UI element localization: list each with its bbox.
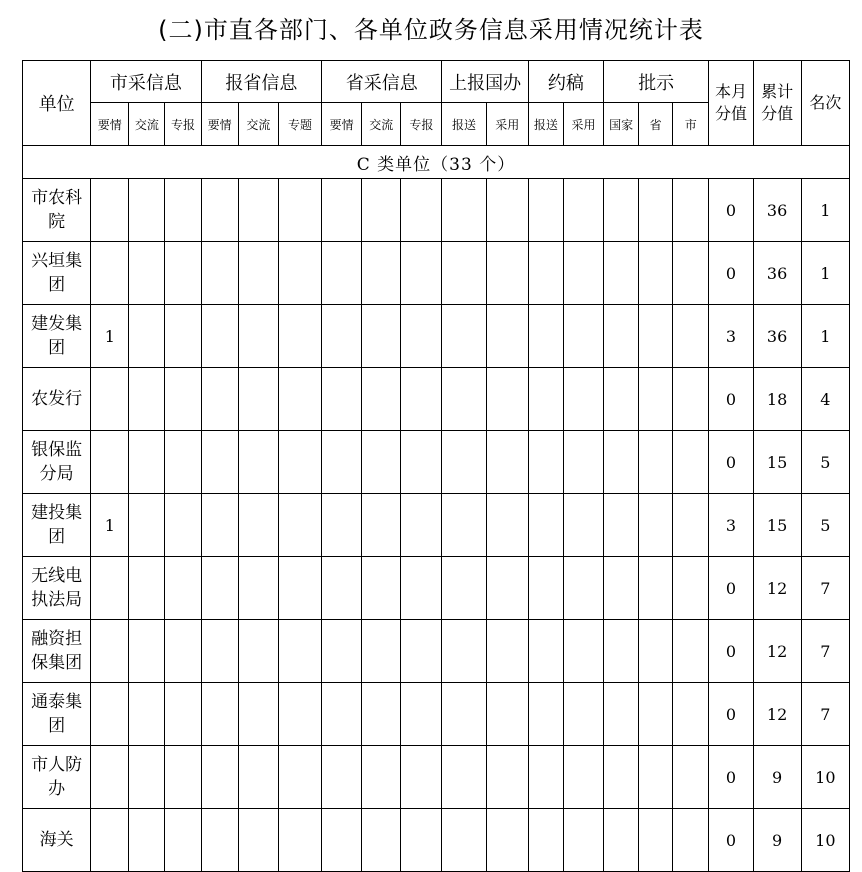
count-cell <box>639 242 673 305</box>
unit-name-cell: 银保监分局 <box>23 431 91 494</box>
count-cell <box>322 431 362 494</box>
count-cell <box>563 494 603 557</box>
month-score-cell: 0 <box>709 368 753 431</box>
header-subcolumn: 采用 <box>563 103 603 146</box>
count-cell <box>278 179 321 242</box>
count-cell <box>486 494 528 557</box>
count-cell <box>322 746 362 809</box>
count-cell <box>322 683 362 746</box>
unit-name-cell: 建发集团 <box>23 305 91 368</box>
section-row <box>23 146 850 179</box>
month-score-cell: 0 <box>709 683 753 746</box>
total-score-cell: 12 <box>753 557 801 620</box>
rank-cell: 7 <box>801 620 849 683</box>
table-row <box>23 368 850 431</box>
count-cell <box>129 557 165 620</box>
count-cell <box>322 368 362 431</box>
count-cell <box>362 809 401 872</box>
count-cell <box>401 494 442 557</box>
total-score-cell: 36 <box>753 179 801 242</box>
count-cell <box>486 557 528 620</box>
count-cell <box>604 368 639 431</box>
count-cell <box>604 431 639 494</box>
table-row <box>23 431 850 494</box>
count-cell <box>486 305 528 368</box>
header-subcolumn: 省 <box>639 103 673 146</box>
header-subcolumn: 交流 <box>238 103 278 146</box>
count-cell <box>442 746 486 809</box>
count-cell <box>486 746 528 809</box>
unit-name-cell: 无线电执法局 <box>23 557 91 620</box>
count-cell <box>639 620 673 683</box>
count-cell <box>401 683 442 746</box>
count-cell <box>401 179 442 242</box>
count-cell <box>362 305 401 368</box>
count-cell <box>673 809 709 872</box>
total-score-cell: 9 <box>753 809 801 872</box>
header-group: 约稿 <box>528 61 603 103</box>
count-cell <box>91 746 129 809</box>
count-cell <box>528 305 563 368</box>
count-cell <box>165 431 201 494</box>
header-group: 省采信息 <box>322 61 442 103</box>
count-cell <box>278 431 321 494</box>
count-cell <box>362 179 401 242</box>
header-group: 报省信息 <box>201 61 321 103</box>
total-score-cell: 12 <box>753 683 801 746</box>
count-cell <box>604 179 639 242</box>
count-cell <box>129 620 165 683</box>
count-cell <box>91 620 129 683</box>
month-score-cell: 0 <box>709 179 753 242</box>
count-cell <box>673 305 709 368</box>
count-cell <box>486 809 528 872</box>
header-subcolumn: 采用 <box>486 103 528 146</box>
count-cell <box>528 494 563 557</box>
header-group: 市采信息 <box>91 61 201 103</box>
count-cell <box>165 368 201 431</box>
month-score-cell: 0 <box>709 431 753 494</box>
count-cell: 1 <box>91 305 129 368</box>
count-cell <box>129 242 165 305</box>
table-row <box>23 809 850 872</box>
count-cell <box>322 242 362 305</box>
header-subcolumn: 国家 <box>604 103 639 146</box>
count-cell <box>401 305 442 368</box>
count-cell <box>639 809 673 872</box>
table-row <box>23 620 850 683</box>
header-subcolumn: 专报 <box>165 103 201 146</box>
count-cell <box>604 683 639 746</box>
count-cell <box>278 305 321 368</box>
count-cell <box>322 809 362 872</box>
count-cell <box>639 431 673 494</box>
count-cell <box>639 746 673 809</box>
table-row <box>23 494 850 557</box>
count-cell <box>486 683 528 746</box>
table-row <box>23 557 850 620</box>
count-cell <box>673 494 709 557</box>
count-cell <box>401 242 442 305</box>
count-cell <box>91 683 129 746</box>
rank-cell: 5 <box>801 494 849 557</box>
count-cell <box>91 557 129 620</box>
count-cell <box>129 368 165 431</box>
count-cell <box>442 809 486 872</box>
count-cell <box>639 557 673 620</box>
count-cell <box>129 683 165 746</box>
count-cell <box>563 305 603 368</box>
month-score-cell: 0 <box>709 557 753 620</box>
count-cell <box>673 179 709 242</box>
header-subcolumn: 要情 <box>91 103 129 146</box>
count-cell <box>201 431 238 494</box>
count-cell <box>201 746 238 809</box>
count-cell <box>91 179 129 242</box>
count-cell <box>165 242 201 305</box>
count-cell <box>528 557 563 620</box>
count-cell <box>401 620 442 683</box>
count-cell <box>563 179 603 242</box>
table-row <box>23 683 850 746</box>
count-cell <box>362 620 401 683</box>
header-subcolumn: 报送 <box>442 103 486 146</box>
count-cell <box>563 368 603 431</box>
header-row-groups <box>23 61 850 103</box>
count-cell <box>165 809 201 872</box>
count-cell <box>362 683 401 746</box>
month-score-cell: 0 <box>709 809 753 872</box>
count-cell <box>129 431 165 494</box>
count-cell <box>673 368 709 431</box>
count-cell <box>201 557 238 620</box>
count-cell <box>238 179 278 242</box>
count-cell <box>165 305 201 368</box>
header-subcolumn: 专报 <box>401 103 442 146</box>
header-subcolumn: 市 <box>673 103 709 146</box>
count-cell <box>91 368 129 431</box>
count-cell <box>442 305 486 368</box>
count-cell <box>278 494 321 557</box>
count-cell <box>165 179 201 242</box>
count-cell <box>673 620 709 683</box>
month-score-cell: 3 <box>709 494 753 557</box>
total-score-cell: 36 <box>753 305 801 368</box>
header-month-score: 本月分值 <box>709 61 753 146</box>
count-cell <box>278 746 321 809</box>
rank-cell: 5 <box>801 431 849 494</box>
count-cell <box>278 620 321 683</box>
count-cell <box>639 368 673 431</box>
count-cell <box>362 494 401 557</box>
total-score-cell: 18 <box>753 368 801 431</box>
total-score-cell: 36 <box>753 242 801 305</box>
header-subcolumn: 交流 <box>362 103 401 146</box>
count-cell <box>673 557 709 620</box>
count-cell <box>201 683 238 746</box>
count-cell <box>604 557 639 620</box>
count-cell <box>165 620 201 683</box>
count-cell <box>129 305 165 368</box>
table-body <box>23 146 850 872</box>
count-cell <box>129 179 165 242</box>
count-cell <box>91 809 129 872</box>
count-cell <box>486 368 528 431</box>
rank-cell: 7 <box>801 557 849 620</box>
section-label: C 类单位（33 个） <box>23 146 850 179</box>
count-cell <box>401 809 442 872</box>
count-cell <box>604 494 639 557</box>
count-cell <box>563 242 603 305</box>
page-title: (二)市直各部门、各单位政务信息采用情况统计表 <box>158 16 704 44</box>
header-subcolumn: 专题 <box>278 103 321 146</box>
count-cell <box>362 557 401 620</box>
total-score-cell: 9 <box>753 746 801 809</box>
table-row <box>23 305 850 368</box>
month-score-cell: 3 <box>709 305 753 368</box>
count-cell <box>639 179 673 242</box>
unit-name-cell: 融资担保集团 <box>23 620 91 683</box>
header-rank: 名次 <box>801 61 849 146</box>
count-cell <box>401 431 442 494</box>
unit-name-cell: 通泰集团 <box>23 683 91 746</box>
count-cell <box>486 431 528 494</box>
count-cell <box>201 620 238 683</box>
count-cell <box>238 746 278 809</box>
total-score-cell: 12 <box>753 620 801 683</box>
count-cell <box>201 809 238 872</box>
count-cell <box>442 242 486 305</box>
count-cell <box>201 368 238 431</box>
count-cell <box>604 242 639 305</box>
count-cell <box>201 242 238 305</box>
count-cell <box>563 431 603 494</box>
count-cell <box>442 557 486 620</box>
count-cell <box>563 746 603 809</box>
rank-cell: 1 <box>801 242 849 305</box>
rank-cell: 1 <box>801 305 849 368</box>
count-cell <box>238 809 278 872</box>
count-cell <box>201 305 238 368</box>
count-cell <box>322 620 362 683</box>
count-cell <box>129 494 165 557</box>
count-cell <box>673 242 709 305</box>
month-score-cell: 0 <box>709 746 753 809</box>
count-cell <box>639 683 673 746</box>
count-cell <box>129 809 165 872</box>
count-cell <box>238 557 278 620</box>
count-cell <box>165 683 201 746</box>
count-cell <box>528 368 563 431</box>
count-cell <box>165 557 201 620</box>
count-cell <box>129 746 165 809</box>
count-cell <box>639 305 673 368</box>
unit-name-cell: 海关 <box>23 809 91 872</box>
count-cell <box>362 242 401 305</box>
count-cell <box>322 494 362 557</box>
count-cell <box>563 620 603 683</box>
count-cell <box>322 305 362 368</box>
count-cell <box>442 368 486 431</box>
rank-cell: 7 <box>801 683 849 746</box>
count-cell <box>401 368 442 431</box>
count-cell <box>165 746 201 809</box>
count-cell <box>442 431 486 494</box>
count-cell <box>362 746 401 809</box>
count-cell <box>165 494 201 557</box>
count-cell <box>442 179 486 242</box>
month-score-cell: 0 <box>709 242 753 305</box>
unit-name-cell: 建投集团 <box>23 494 91 557</box>
count-cell <box>278 683 321 746</box>
count-cell <box>238 305 278 368</box>
count-cell <box>238 368 278 431</box>
count-cell <box>278 368 321 431</box>
count-cell <box>639 494 673 557</box>
rank-cell: 1 <box>801 179 849 242</box>
table-row <box>23 242 850 305</box>
count-cell <box>673 683 709 746</box>
count-cell <box>201 494 238 557</box>
count-cell <box>401 746 442 809</box>
count-cell <box>278 557 321 620</box>
count-cell <box>604 305 639 368</box>
count-cell <box>442 620 486 683</box>
total-score-cell: 15 <box>753 494 801 557</box>
count-cell <box>486 179 528 242</box>
unit-name-cell: 市人防办 <box>23 746 91 809</box>
count-cell: 1 <box>91 494 129 557</box>
count-cell <box>528 179 563 242</box>
count-cell <box>322 179 362 242</box>
header-total-score: 累计分值 <box>753 61 801 146</box>
count-cell <box>486 620 528 683</box>
count-cell <box>528 809 563 872</box>
rank-cell: 10 <box>801 746 849 809</box>
count-cell <box>322 557 362 620</box>
header-subcolumn: 交流 <box>129 103 165 146</box>
count-cell <box>362 368 401 431</box>
count-cell <box>278 809 321 872</box>
count-cell <box>238 431 278 494</box>
statistics-table <box>22 60 850 872</box>
count-cell <box>401 557 442 620</box>
total-score-cell: 15 <box>753 431 801 494</box>
header-unit: 单位 <box>23 61 91 146</box>
rank-cell: 10 <box>801 809 849 872</box>
count-cell <box>528 683 563 746</box>
count-cell <box>238 620 278 683</box>
unit-name-cell: 农发行 <box>23 368 91 431</box>
header-subcolumn: 要情 <box>201 103 238 146</box>
header-group: 批示 <box>604 61 709 103</box>
count-cell <box>238 242 278 305</box>
count-cell <box>486 242 528 305</box>
month-score-cell: 0 <box>709 620 753 683</box>
count-cell <box>604 809 639 872</box>
count-cell <box>604 746 639 809</box>
table-row <box>23 179 850 242</box>
count-cell <box>91 242 129 305</box>
count-cell <box>673 746 709 809</box>
count-cell <box>442 683 486 746</box>
unit-name-cell: 市农科院 <box>23 179 91 242</box>
count-cell <box>442 494 486 557</box>
count-cell <box>528 242 563 305</box>
rank-cell: 4 <box>801 368 849 431</box>
count-cell <box>238 683 278 746</box>
count-cell <box>528 431 563 494</box>
header-group: 上报国办 <box>442 61 528 103</box>
count-cell <box>563 809 603 872</box>
count-cell <box>528 620 563 683</box>
count-cell <box>278 242 321 305</box>
unit-name-cell: 兴垣集团 <box>23 242 91 305</box>
count-cell <box>673 431 709 494</box>
count-cell <box>362 431 401 494</box>
count-cell <box>91 431 129 494</box>
count-cell <box>604 620 639 683</box>
header-subcolumn: 要情 <box>322 103 362 146</box>
header-subcolumn: 报送 <box>528 103 563 146</box>
count-cell <box>238 494 278 557</box>
count-cell <box>563 683 603 746</box>
table-row <box>23 746 850 809</box>
count-cell <box>201 179 238 242</box>
count-cell <box>563 557 603 620</box>
count-cell <box>528 746 563 809</box>
